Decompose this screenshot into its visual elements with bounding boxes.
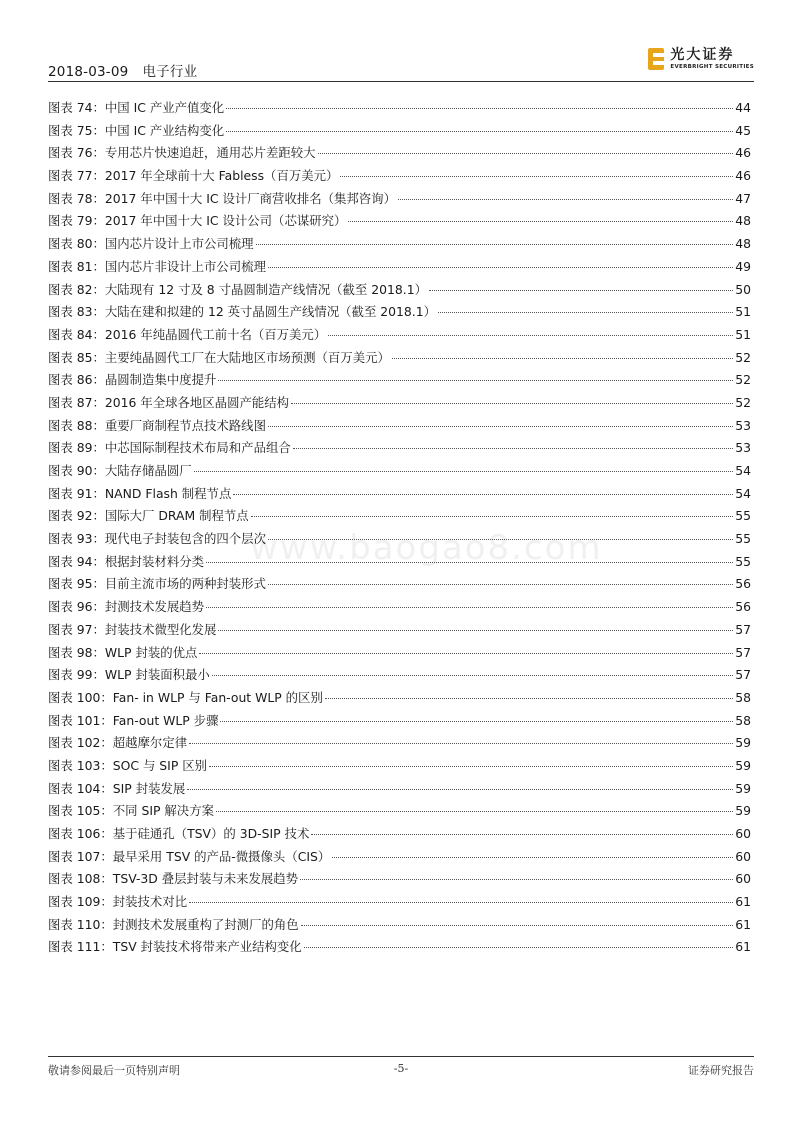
toc-entry-page: 61 (735, 894, 751, 910)
toc-leader-dots (206, 562, 733, 563)
toc-entry[interactable] (48, 847, 751, 870)
footer-divider (48, 1056, 754, 1057)
toc-leader-dots (301, 925, 734, 926)
toc-entry-label: 图表 99：WLP 封装面积最小 (48, 667, 210, 683)
toc-entry[interactable] (48, 937, 751, 960)
toc-entry[interactable] (48, 711, 751, 734)
toc-leader-dots (189, 743, 733, 744)
toc-entry-label: 图表 101：Fan-out WLP 步骤 (48, 712, 219, 728)
toc-entry-page: 48 (735, 213, 751, 229)
toc-leader-dots (268, 539, 733, 540)
toc-leader-dots (218, 630, 733, 631)
toc-entry-page: 54 (735, 463, 751, 478)
toc-entry[interactable] (48, 552, 751, 575)
toc-entry-label: 图表 97：封装技术微型化发展 (48, 621, 217, 637)
watermark: www.baogao8.com (250, 528, 603, 568)
toc-entry[interactable] (48, 892, 751, 915)
toc-entry-page: 60 (735, 871, 751, 887)
toc-entry[interactable] (48, 756, 751, 779)
toc-leader-dots (212, 675, 733, 676)
toc-entry[interactable] (48, 211, 751, 234)
toc-entry-page: 47 (735, 190, 751, 206)
toc-leader-dots (268, 267, 733, 268)
toc-entry-label: 图表 89：中芯国际制程技术布局和产品组合 (48, 440, 291, 456)
page-number: -5- (393, 1062, 409, 1075)
toc-leader-dots (328, 335, 733, 336)
toc-entry-page: 59 (735, 757, 751, 773)
toc-entry[interactable] (48, 529, 751, 552)
toc-entry-page: 58 (735, 689, 751, 705)
toc-entry-label: 图表 88：重要厂商制程节点技术路线图 (48, 417, 266, 433)
toc-entry[interactable] (48, 506, 751, 529)
toc-entry[interactable] (48, 370, 751, 393)
toc-entry[interactable] (48, 461, 751, 484)
toc-leader-dots (438, 312, 733, 313)
toc-leader-dots (220, 721, 733, 722)
toc-entry-page: 51 (735, 326, 751, 342)
toc-entry-page: 52 (735, 394, 751, 410)
toc-leader-dots (311, 834, 733, 835)
toc-entry-page: 53 (735, 440, 751, 456)
toc-entry[interactable] (48, 688, 751, 711)
toc-entry-page: 54 (735, 485, 751, 501)
toc-entry[interactable] (48, 824, 751, 847)
toc-leader-dots (218, 380, 733, 381)
toc-entry-page: 50 (735, 281, 751, 297)
toc-entry[interactable] (48, 733, 751, 756)
toc-entry[interactable] (48, 869, 751, 892)
toc-entry[interactable] (48, 597, 751, 620)
toc-entry-label: 图表 93：现代电子封装包含的四个层次 (48, 531, 266, 547)
toc-leader-dots (226, 131, 733, 132)
toc-entry-label: 图表 85：主要纯晶圆代工厂在大陆地区市场预测（百万美元） (48, 349, 390, 365)
toc-entry-label: 图表 105：不同 SIP 解决方案 (48, 803, 214, 819)
toc-entry[interactable] (48, 620, 751, 643)
toc-entry-label: 图表 103：SOC 与 SIP 区别 (48, 757, 208, 773)
toc-entry-label: 图表 90：大陆存储晶圆厂 (48, 463, 192, 478)
toc-entry-label: 图表 94：根据封装材料分类 (48, 553, 205, 569)
toc-entry[interactable] (48, 98, 751, 121)
toc-leader-dots (233, 494, 733, 495)
toc-entry-label: 图表 79：2017 年中国十大 IC 设计公司（芯谋研究） (48, 213, 347, 229)
toc-entry-page: 56 (735, 599, 751, 615)
toc-entry[interactable] (48, 302, 751, 325)
toc-entry[interactable] (48, 779, 751, 802)
toc-entry-page: 49 (735, 258, 751, 274)
toc-entry-label: 图表 86：晶圆制造集中度提升 (48, 372, 217, 388)
header-left (48, 60, 197, 80)
toc-entry-label: 图表 104：SIP 封装发展 (48, 780, 186, 796)
logo-chinese-name: 光大证券 (670, 47, 735, 63)
toc-entry-page: 44 (735, 100, 751, 115)
toc-entry-label: 图表 83：大陆在建和拟建的 12 英寸晶圆生产线情况（截至 2018.1） (48, 304, 437, 320)
toc-leader-dots (398, 199, 733, 200)
everbright-logo-icon (648, 48, 664, 70)
toc-entry-page: 57 (735, 621, 751, 637)
toc-leader-dots (206, 607, 733, 608)
toc-leader-dots (194, 471, 734, 472)
toc-leader-dots (392, 358, 733, 359)
toc-entry-label: 图表 108：TSV-3D 叠层封装与未来发展趋势 (48, 871, 299, 887)
toc-entry[interactable] (48, 665, 751, 688)
toc-entry-page: 60 (735, 848, 751, 864)
toc-leader-dots (256, 244, 734, 245)
toc-leader-dots (348, 221, 733, 222)
toc-entry[interactable] (48, 348, 751, 371)
toc-leader-dots (293, 448, 733, 449)
toc-entry-page: 53 (735, 417, 751, 433)
toc-entry-page: 60 (735, 826, 751, 841)
toc-leader-dots (340, 176, 733, 177)
toc-leader-dots (209, 766, 733, 767)
toc-entry-label: 图表 76：专用芯片快速追赶，通用芯片差距较大 (48, 145, 316, 161)
toc-entry-page: 59 (735, 735, 751, 751)
toc-entry-page: 55 (735, 531, 751, 547)
toc-entry-label: 图表 74：中国 IC 产业产值变化 (48, 100, 225, 115)
toc-entry-page: 45 (735, 122, 751, 138)
industry-name: 电子行业 (142, 64, 198, 80)
toc-entry-page: 48 (735, 236, 751, 252)
toc-entry-label: 图表 77：2017 年全球前十大 Fabless（百万美元） (48, 168, 339, 184)
toc-entry-page: 52 (735, 372, 751, 388)
toc-entry[interactable] (48, 915, 751, 938)
report-date: 2018-03-09 (48, 64, 129, 80)
toc-leader-dots (318, 153, 734, 154)
toc-entry[interactable] (48, 189, 751, 212)
toc-entry-label: 图表 98：WLP 封装的优点 (48, 644, 198, 660)
toc-entry-page: 56 (735, 576, 751, 592)
toc-entry-label: 图表 109：封装技术对比 (48, 894, 188, 910)
toc-entry-label: 图表 107：最早采用 TSV 的产品-微摄像头（CIS） (48, 848, 331, 864)
toc-leader-dots (226, 108, 733, 109)
toc-entry-page: 57 (735, 644, 751, 660)
toc-entry-label: 图表 111：TSV 封装技术将带来产业结构变化 (48, 939, 302, 955)
toc-entry-page: 61 (735, 939, 751, 955)
toc-leader-dots (291, 403, 733, 404)
toc-entry-label: 图表 91：NAND Flash 制程节点 (48, 485, 232, 501)
toc-entry-page: 59 (735, 780, 751, 796)
toc-entry[interactable] (48, 643, 751, 666)
toc-entry[interactable] (48, 574, 751, 597)
toc-entry-label: 图表 75：中国 IC 产业结构变化 (48, 122, 225, 138)
toc-leader-dots (251, 516, 734, 517)
toc-entry-label: 图表 78：2017 年中国十大 IC 设计厂商营收排名（集邦咨询） (48, 190, 396, 206)
toc-leader-dots (216, 811, 733, 812)
toc-entry[interactable] (48, 325, 751, 348)
toc-entry-page: 61 (735, 916, 751, 932)
toc-entry-label: 图表 102：超越摩尔定律 (48, 735, 188, 751)
toc-entry[interactable] (48, 801, 751, 824)
toc-entry-page: 57 (735, 667, 751, 683)
toc-entry-label: 图表 84：2016 年纯晶圆代工前十名（百万美元） (48, 326, 327, 342)
toc-leader-dots (189, 902, 733, 903)
toc-entry-label: 图表 80：国内芯片设计上市公司梳理 (48, 236, 254, 252)
header-divider (48, 81, 754, 82)
toc-entry[interactable] (48, 280, 751, 303)
toc-entry[interactable] (48, 484, 751, 507)
toc-leader-dots (332, 857, 733, 858)
toc-entry[interactable] (48, 416, 751, 439)
toc-entry-label: 图表 87：2016 年全球各地区晶圆产能结构 (48, 394, 290, 410)
page-header (48, 46, 754, 80)
toc-entry[interactable] (48, 438, 751, 461)
toc-entry-page: 59 (735, 803, 751, 819)
footer-disclaimer: 敬请参阅最后一页特别声明 (48, 1064, 180, 1077)
toc-entry-page: 55 (735, 508, 751, 524)
toc-entry[interactable] (48, 166, 751, 189)
toc-entry-label: 图表 110：封测技术发展重构了封测厂的角色 (48, 916, 299, 932)
toc-entry[interactable] (48, 121, 751, 144)
toc-entry[interactable] (48, 257, 751, 280)
toc-entry-label: 图表 82：大陆现有 12 寸及 8 寸晶圆制造产线情况（截至 2018.1） (48, 281, 427, 297)
toc-leader-dots (268, 584, 733, 585)
toc-entry-page: 51 (735, 304, 751, 320)
toc-leader-dots (268, 426, 733, 427)
toc-entry[interactable] (48, 234, 751, 257)
toc-entry-page: 46 (735, 145, 751, 161)
toc-entry-page: 46 (735, 168, 751, 184)
toc-entry-label: 图表 100：Fan- in WLP 与 Fan-out WLP 的区别 (48, 689, 323, 705)
toc-entry-label: 图表 81：国内芯片非设计上市公司梳理 (48, 258, 266, 274)
table-of-figures (48, 98, 751, 960)
toc-entry-label: 图表 96：封测技术发展趋势 (48, 599, 205, 615)
toc-leader-dots (199, 653, 733, 654)
toc-leader-dots (187, 789, 733, 790)
toc-leader-dots (300, 879, 733, 880)
toc-leader-dots (304, 947, 734, 948)
toc-entry-page: 58 (735, 712, 751, 728)
company-logo (648, 48, 754, 71)
toc-entry-page: 52 (735, 349, 751, 365)
toc-leader-dots (429, 290, 733, 291)
toc-entry-page: 55 (735, 553, 751, 569)
toc-leader-dots (325, 698, 733, 699)
logo-english-name: EVERBRIGHT SECURITIES (670, 64, 754, 70)
toc-entry-label: 图表 106：基于硅通孔（TSV）的 3D-SIP 技术 (48, 826, 310, 841)
footer-report-type: 证券研究报告 (688, 1064, 754, 1077)
toc-entry[interactable] (48, 143, 751, 166)
toc-entry[interactable] (48, 393, 751, 416)
toc-entry-label: 图表 95：目前主流市场的两种封装形式 (48, 576, 266, 592)
toc-entry-label: 图表 92：国际大厂 DRAM 制程节点 (48, 508, 249, 524)
